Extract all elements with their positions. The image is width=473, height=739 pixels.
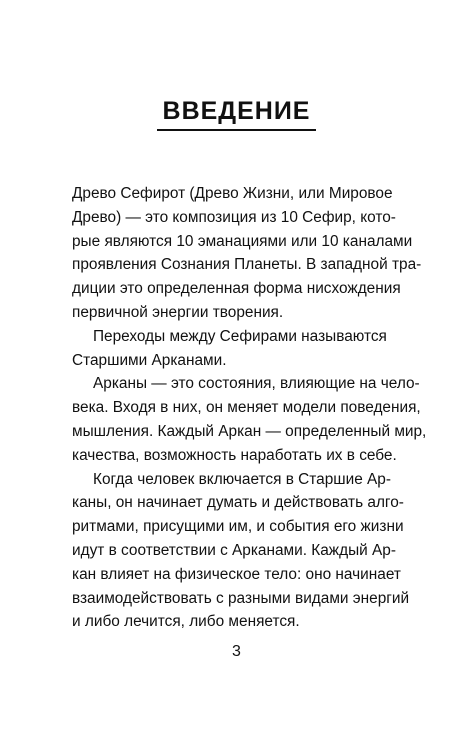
chapter-title: ВВЕДЕНИЕ	[157, 96, 317, 131]
text-line: качества, возможность наработать их в себе.	[72, 446, 397, 464]
text-line: Когда человек включается в Старшие Ар-	[93, 470, 391, 488]
text-line: рые являются 10 эманациями или 10 каналами	[72, 232, 413, 250]
text-line: первичной энергии творения.	[72, 303, 284, 321]
text-line: мышления. Каждый Аркан — определенный мир,	[72, 422, 427, 440]
page-number: 3	[232, 643, 241, 660]
text-line: Переходы между Сефирами называются	[93, 327, 387, 345]
text-line: диции это определенная форма нисхождения	[72, 280, 401, 298]
text-line: проявления Сознания Планеты. В западной тра-	[72, 256, 422, 274]
text-line: кан влияет на физическое тело: оно начинает	[72, 565, 401, 583]
text-line: века. Входя в них, он меняет модели поведения,	[72, 399, 421, 417]
text-line: и либо лечится, либо меняется.	[72, 613, 300, 631]
text-line: Древо) — это композиция из 10 Сефир, кото-	[72, 208, 396, 226]
text-line: каны, он начинает думать и действовать алго-	[72, 494, 404, 512]
text-line: Старшими Арканами.	[72, 351, 227, 369]
text-line: Арканы — это состояния, влияющие на чело-	[93, 375, 420, 393]
chapter-heading	[0, 96, 473, 131]
text-line: Древо Сефирот (Древо Жизни, или Мировое	[72, 185, 393, 202]
text-line: ритмами, присущими им, и события его жизни	[72, 518, 404, 536]
text-line: идут в соответствии с Арканами. Каждый Ар-	[72, 541, 396, 559]
text-line: взаимодействовать с разными видами энергий	[72, 589, 410, 607]
body-text	[72, 182, 427, 634]
